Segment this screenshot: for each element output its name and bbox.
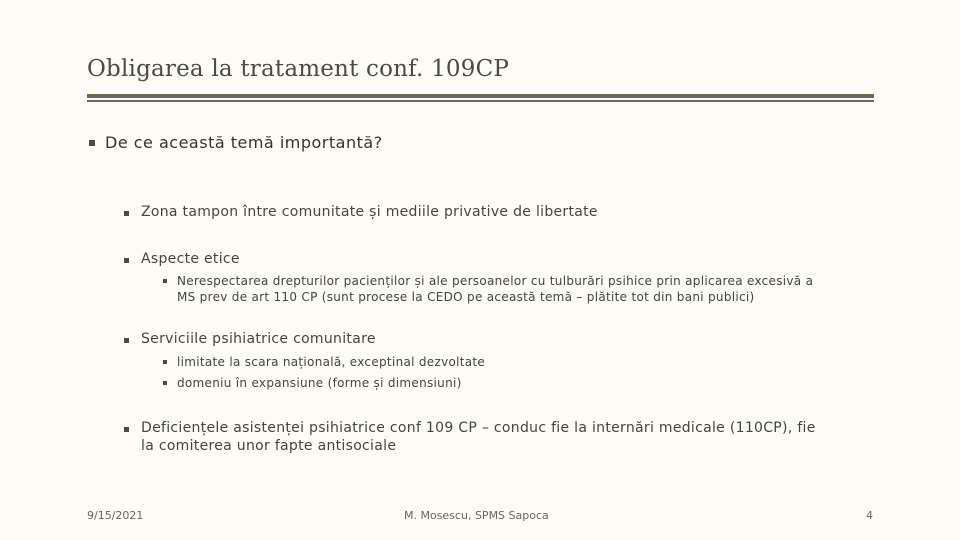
- footer-date: 9/15/2021: [87, 509, 144, 522]
- square-bullet-icon: [124, 338, 129, 343]
- bullet-text: Zona tampon între comunitate și mediile privative de libertate: [141, 204, 598, 220]
- bullet-text-line2: la comiterea unor fapte antisociale: [141, 438, 397, 454]
- title-rule-thin: [87, 100, 874, 102]
- bullet-text: De ce această temă importantă?: [105, 133, 383, 152]
- bullet-text-line2: MS prev de art 110 CP (sunt procese la CEDO pe această temă – plătite tot din bani publici): [177, 290, 755, 304]
- bullet-text-line1: Deficiențele asistenței psihiatrice conf 109 CP – conduc fie la internări medicale (110CP), fie: [141, 420, 816, 436]
- square-bullet-icon: [163, 381, 167, 385]
- footer-author: M. Mosescu, SPMS Sapoca: [404, 509, 549, 522]
- square-bullet-icon: [163, 360, 167, 364]
- slide-title: Obligarea la tratament conf. 109CP: [87, 56, 510, 82]
- bullet-text: limitate la scara națională, exceptinal dezvoltate: [177, 355, 486, 369]
- bullet-text-line1: Nerespectarea drepturilor pacienților și ale persoanelor cu tulburări psihice prin aplicarea excesivă a: [177, 274, 814, 288]
- square-bullet-icon: [163, 279, 167, 283]
- footer-page-number: 4: [866, 509, 873, 522]
- square-bullet-icon: [124, 427, 129, 432]
- bullet-text: domeniu în expansiune (forme și dimensiuni): [177, 376, 462, 390]
- title-rule-thick: [87, 94, 874, 98]
- bullet-text: Serviciile psihiatrice comunitare: [141, 331, 376, 347]
- bullet-text: Aspecte etice: [141, 251, 240, 267]
- square-bullet-icon: [124, 258, 129, 263]
- square-bullet-icon: [124, 211, 129, 216]
- square-bullet-icon: [89, 140, 95, 146]
